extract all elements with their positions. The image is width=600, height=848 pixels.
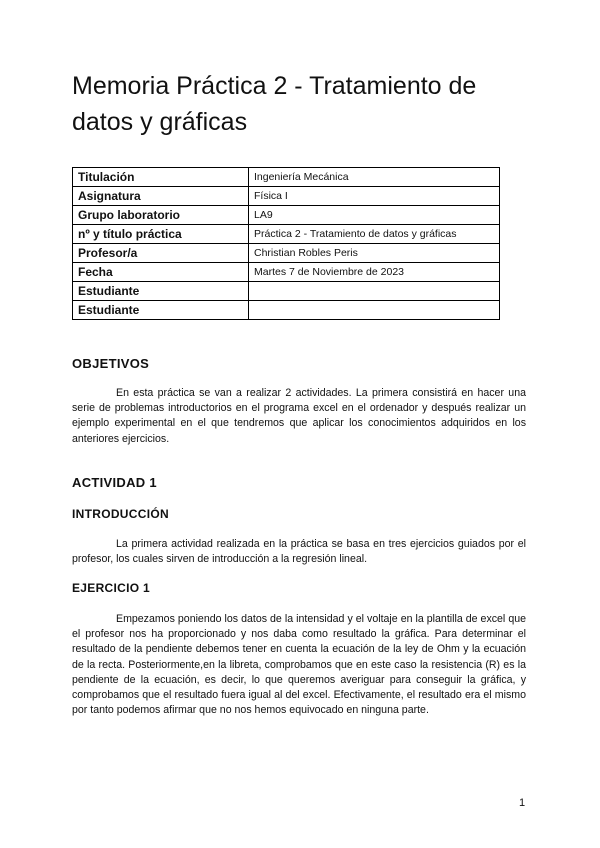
document-title: Memoria Práctica 2 - Tratamiento de datos y gráficas: [72, 72, 477, 136]
info-table-row: [73, 187, 500, 206]
info-table-row: [73, 168, 500, 187]
info-label: Estudiante: [73, 301, 249, 320]
info-table-row: [73, 263, 500, 282]
info-label: Titulación: [73, 168, 249, 187]
info-value: [249, 301, 500, 320]
introduccion-text: La primera actividad realizada en la práctica se basa en tres ejercicios guiados por el profesor, los cuales sirven de introducción a la regresión lineal.: [72, 538, 526, 566]
ejercicio1-text: Empezamos poniendo los datos de la intensidad y el voltaje en la plantilla de excel que el profesor nos ha proporcionado y nos daba como resultado la gráfica. Para determinar el resultado de la pendiente debemos tener en cuenta la ecuación de la ley de Ohm y la ecuación de la recta. Posteriormente,en la libreta, comprobamos que en este caso la resistencia (R) es la pendiente de la ecuación, es decir, lo que queremos averiguar para conseguir la gráfica, y comprobamos que el resultado fuera igual al del excel. Efectivamente, el resultado era el mismo por tanto podemos afirmar que no nos hemos equivocado en ninguna parte.: [72, 613, 526, 717]
info-label: Asignatura: [73, 187, 249, 206]
info-table: [72, 167, 500, 320]
info-label: nº y título práctica: [73, 225, 249, 244]
info-value: Práctica 2 - Tratamiento de datos y gráficas: [249, 225, 500, 244]
info-table-row: [73, 225, 500, 244]
info-table-row: [73, 282, 500, 301]
info-value: [249, 282, 500, 301]
actividad1-heading: ACTIVIDAD 1: [72, 475, 157, 490]
info-value: Christian Robles Peris: [249, 244, 500, 263]
info-label: Fecha: [73, 263, 249, 282]
info-value: Martes 7 de Noviembre de 2023: [249, 263, 500, 282]
info-table-row: [73, 301, 500, 320]
objetivos-heading: OBJETIVOS: [72, 356, 150, 371]
objetivos-text: En esta práctica se van a realizar 2 actividades. La primera consistirá en hacer una serie de problemas introductorios en el programa excel en el ordenador y después realizar un ejemplo experimental en el que tendremos que aplicar los conocimientos adquiridos en los anteriores ejercicios.: [72, 387, 526, 445]
introduccion-heading: INTRODUCCIÓN: [72, 507, 169, 521]
ejercicio1-heading: EJERCICIO 1: [72, 581, 150, 595]
info-value: LA9: [249, 206, 500, 225]
page-number: 1: [519, 797, 526, 809]
info-table-row: [73, 206, 500, 225]
info-value: Ingeniería Mecánica: [249, 168, 500, 187]
info-table-row: [73, 244, 500, 263]
info-value: Física I: [249, 187, 500, 206]
info-label: Grupo laboratorio: [73, 206, 249, 225]
info-label: Estudiante: [73, 282, 249, 301]
info-label: Profesor/a: [73, 244, 249, 263]
